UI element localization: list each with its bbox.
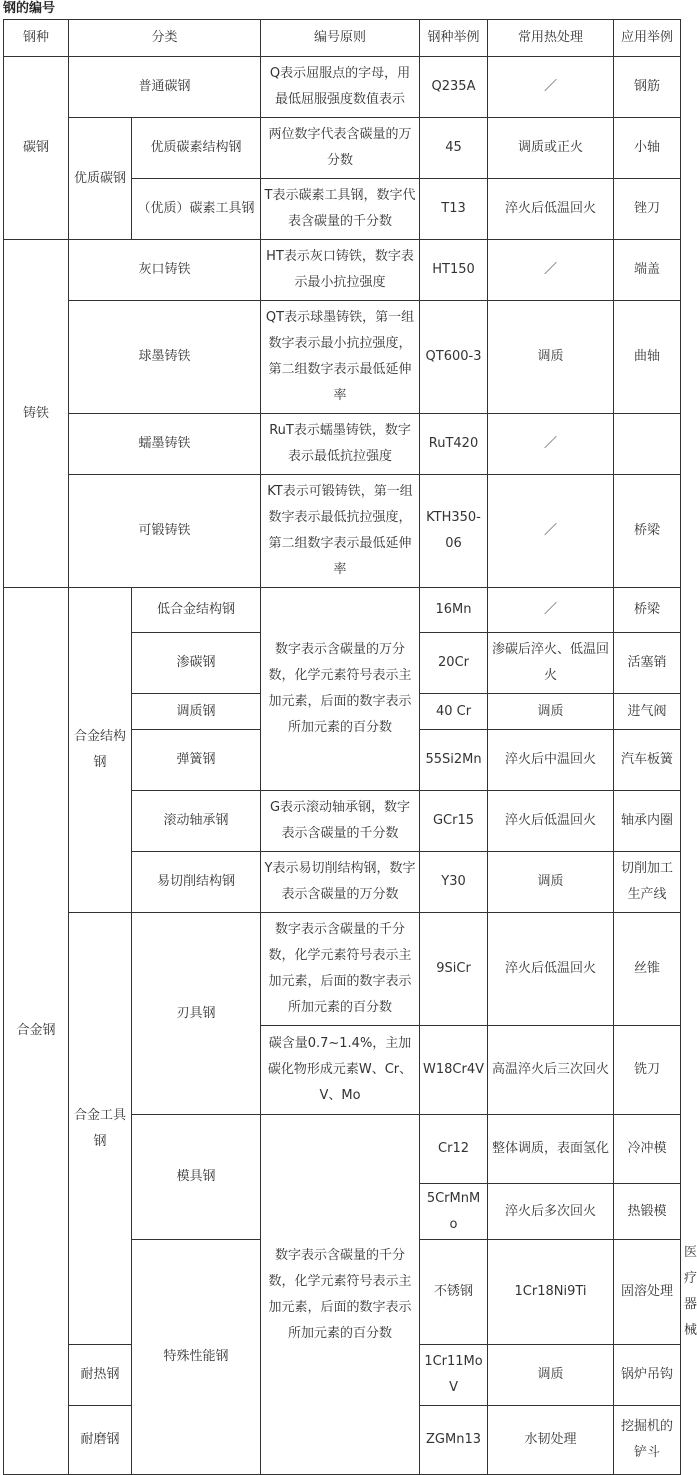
- cell-application: 丝锥: [614, 913, 681, 1026]
- cell-category: 蠕墨铸铁: [69, 414, 261, 475]
- cell-category: 刃具钢: [132, 913, 261, 1115]
- cell-heat: ／: [488, 414, 614, 475]
- cell-rule: G表示滚动轴承钢，数字表示含碳量的千分数: [261, 791, 420, 852]
- cell-example: QT600-3: [420, 301, 488, 414]
- table-row: [4, 118, 681, 179]
- cell-heat: 渗碳后淬火、低温回火: [488, 633, 614, 694]
- cell-heat: 调质: [488, 694, 614, 730]
- cell-application: 桥梁: [614, 588, 681, 633]
- cell-application: 热锻模: [614, 1184, 681, 1240]
- cell-example: RuT420: [420, 414, 488, 475]
- cell-application: 曲轴: [614, 301, 681, 414]
- cell-example: 40 Cr: [420, 694, 488, 730]
- cell-rule: Y表示易切削结构钢，数字表示含碳量的万分数: [261, 852, 420, 913]
- cell-category: 优质碳素结构钢: [132, 118, 261, 179]
- cell-rule: RuT表示蠕墨铸铁，数字表示最低抗拉强度: [261, 414, 420, 475]
- cell-category: 球墨铸铁: [69, 301, 261, 414]
- cell-example: 45: [420, 118, 488, 179]
- group-quality-carbon: 优质碳钢: [69, 118, 132, 240]
- cell-rule: HT表示灰口铸铁，数字表示最小抗拉强度: [261, 240, 420, 301]
- cell-rule: T表示碳素工具钢，数字代表含碳量的千分数: [261, 179, 420, 240]
- cell-rule: 碳含量0.7~1.4%，主加碳化物形成元素W、Cr、V、Mo: [261, 1026, 420, 1115]
- cell-category: 灰口铸铁: [69, 240, 261, 301]
- header-rule: 编号原则: [261, 20, 420, 57]
- cell-application: 进气阀: [614, 694, 681, 730]
- table-row: [4, 475, 681, 588]
- cell-category: 调质钢: [132, 694, 261, 730]
- group-alloy: 合金钢: [4, 588, 69, 1475]
- table-row: [4, 414, 681, 475]
- cell-example: Cr12: [420, 1115, 488, 1184]
- table-row: [4, 588, 681, 633]
- cell-example: ZGMn13: [420, 1406, 488, 1475]
- cell-category: 不锈钢: [420, 1240, 488, 1345]
- cell-heat: 淬火后低温回火: [488, 913, 614, 1026]
- cell-application: 小轴: [614, 118, 681, 179]
- cell-category: 可锻铸铁: [69, 475, 261, 588]
- header-steel-type: 钢种: [4, 20, 69, 57]
- table-row: 特殊性能钢 不锈钢 1Cr18Ni9Ti 固溶处理 医疗器械: [4, 1240, 681, 1345]
- cell-category: （优质）碳素工具钢: [132, 179, 261, 240]
- header-row: [4, 20, 681, 57]
- cell-heat: ／: [488, 588, 614, 633]
- cell-heat: 水韧处理: [488, 1406, 614, 1475]
- cell-category: 滚动轴承钢: [132, 791, 261, 852]
- cell-application: 冷冲模: [614, 1115, 681, 1184]
- page-title: 钢的编号: [3, 1, 56, 16]
- group-alloy-structural: 合金结构钢: [69, 588, 132, 913]
- group-cast-iron: 铸铁: [4, 240, 69, 588]
- group-carbon: 碳钢: [4, 57, 69, 240]
- cell-application: 挖掘机的铲斗: [614, 1406, 681, 1475]
- cell-heat: 淬火后低温回火: [488, 791, 614, 852]
- cell-example: 16Mn: [420, 588, 488, 633]
- cell-application: 锅炉吊钩: [614, 1345, 681, 1406]
- header-category: 分类: [69, 20, 261, 57]
- cell-example: 20Cr: [420, 633, 488, 694]
- cell-heat: 调质: [488, 852, 614, 913]
- cell-application: 轴承内圈: [614, 791, 681, 852]
- steel-numbering-table: [3, 19, 697, 1475]
- cell-category: 弹簧钢: [132, 730, 261, 791]
- cell-heat: 淬火后多次回火: [488, 1184, 614, 1240]
- cell-example: T13: [420, 179, 488, 240]
- cell-example: 9SiCr: [420, 913, 488, 1026]
- cell-heat: ／: [488, 57, 614, 118]
- cell-category: 低合金结构钢: [132, 588, 261, 633]
- cell-rule: 数字表示含碳量的万分数，化学元素符号表示主加元素，后面的数字表示所加元素的百分数: [261, 588, 420, 791]
- cell-rule: 两位数字代表含碳量的万分数: [261, 118, 420, 179]
- cell-heat: 调质: [488, 301, 614, 414]
- cell-heat: 固溶处理: [614, 1240, 681, 1345]
- cell-heat: 高温淬火后三次回火: [488, 1026, 614, 1115]
- cell-example: 1Cr11MoV: [420, 1345, 488, 1406]
- cell-rule: KT表示可锻铸铁，第一组数字表示最低抗拉强度，第二组数字表示最低延伸率: [261, 475, 420, 588]
- cell-application: 切削加工生产线: [614, 852, 681, 913]
- cell-heat: 调质: [488, 1345, 614, 1406]
- cell-example: KTH350-06: [420, 475, 488, 588]
- header-application: 应用举例: [614, 20, 681, 57]
- cell-heat: ／: [488, 240, 614, 301]
- cell-heat: 淬火后低温回火: [488, 179, 614, 240]
- table-row: [4, 301, 681, 414]
- cell-heat: ／: [488, 475, 614, 588]
- group-special: 特殊性能钢: [132, 1240, 261, 1475]
- cell-heat: 整体调质，表面氢化: [488, 1115, 614, 1184]
- cell-application: 铣刀: [614, 1026, 681, 1115]
- cell-heat: 调质或正火: [488, 118, 614, 179]
- cell-example: W18Cr4V: [420, 1026, 488, 1115]
- cell-rule: QT表示球墨铸铁，第一组数字表示最小抗拉强度，第二组数字表示最低延伸率: [261, 301, 420, 414]
- cell-example: 1Cr18Ni9Ti: [488, 1240, 614, 1345]
- header-example: 钢种举例: [420, 20, 488, 57]
- cell-example: 55Si2Mn: [420, 730, 488, 791]
- cell-example: Q235A: [420, 57, 488, 118]
- cell-application: 钢筋: [614, 57, 681, 118]
- cell-application: 桥梁: [614, 475, 681, 588]
- cell-application: [614, 414, 681, 475]
- cell-example: Y30: [420, 852, 488, 913]
- cell-example: 5CrMnMo: [420, 1184, 488, 1240]
- table-row: [4, 240, 681, 301]
- cell-category: 易切削结构钢: [132, 852, 261, 913]
- cell-heat: 淬火后中温回火: [488, 730, 614, 791]
- cell-application: 锉刀: [614, 179, 681, 240]
- cell-application: 活塞销: [614, 633, 681, 694]
- cell-rule: 数字表示含碳量的千分数，化学元素符号表示主加元素，后面的数字表示所加元素的百分数: [261, 1115, 420, 1475]
- group-alloy-tool: 合金工具钢: [69, 913, 132, 1345]
- cell-category: 模具钢: [132, 1115, 261, 1240]
- table-row: [4, 913, 681, 1026]
- header-heat: 常用热处理: [488, 20, 614, 57]
- cell-example: GCr15: [420, 791, 488, 852]
- cell-rule: Q表示屈服点的字母，用最低屈服强度数值表示: [261, 57, 420, 118]
- cell-application: 端盖: [614, 240, 681, 301]
- table-row: [4, 57, 681, 118]
- cell-category: 普通碳钢: [69, 57, 261, 118]
- cell-category: 耐磨钢: [69, 1406, 132, 1475]
- cell-example: HT150: [420, 240, 488, 301]
- cell-category: 渗碳钢: [132, 633, 261, 694]
- cell-application: 汽车板簧: [614, 730, 681, 791]
- cell-category: 耐热钢: [69, 1345, 132, 1406]
- cell-rule: 数字表示含碳量的千分数，化学元素符号表示主加元素，后面的数字表示所加元素的百分数: [261, 913, 420, 1026]
